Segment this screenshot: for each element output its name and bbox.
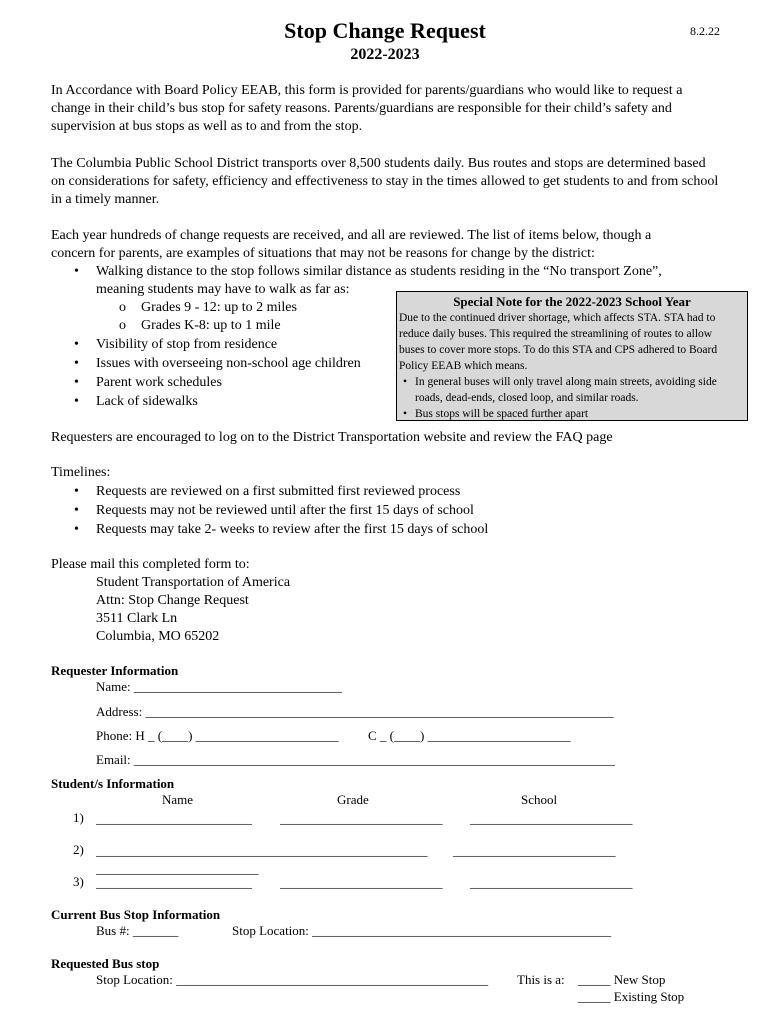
mail-address-line4: Columbia, MO 65202 xyxy=(96,629,220,644)
bus-number-field[interactable]: Bus #: _______ xyxy=(96,923,179,938)
timeline-item: • Requests are reviewed on a first submitted first reviewed process xyxy=(96,483,460,501)
timeline-item: • Requests may take 2- weeks to review after the first 15 days of school xyxy=(96,521,488,539)
student-row-number: 1) xyxy=(73,810,84,825)
student-name-field[interactable]: ___________________________________________________ xyxy=(96,843,428,858)
requester-cell-phone-field[interactable]: C _ (____) ______________________ xyxy=(368,728,571,743)
special-note-line3: buses to cover more stops. To do this STA and CPS adhered to Board xyxy=(399,344,718,356)
special-note-bullet1: • In general buses will only travel along main streets, avoiding side xyxy=(397,374,747,390)
requester-info-heading: Requester Information xyxy=(51,663,179,678)
intro-paragraph-3-line2: concern for parents, are examples of situations that may not be reasons for change by the district: xyxy=(51,246,595,261)
student-col-name: Name xyxy=(162,792,194,807)
timeline-item: • Requests may not be reviewed until after the first 15 days of school xyxy=(96,502,474,520)
requester-home-phone-field[interactable]: Phone: H _ (____) ______________________ xyxy=(96,728,339,743)
mail-address-line1: Student Transportation of America xyxy=(96,575,291,590)
student-grade-field[interactable]: _________________________ xyxy=(280,811,443,826)
current-stop-location-field[interactable]: Stop Location: ______________________________________________ xyxy=(232,923,612,938)
intro-paragraph-2: The Columbia Public School District transports over 8,500 students daily. Bus routes and stops are determined based on considerations for safety, efficiency and effectiveness to stay in the times allowed to get students to and from school in a timely manner. xyxy=(51,156,719,207)
reason-overseeing: • Issues with overseeing non-school age children xyxy=(96,355,361,373)
student-school-field[interactable]: _________________________ xyxy=(470,875,633,890)
stop-type-label: This is a: xyxy=(517,972,565,987)
requested-stop-location-field[interactable]: Stop Location: ________________________________________________ xyxy=(96,972,489,987)
existing-stop-option[interactable]: _____ Existing Stop xyxy=(578,989,685,1004)
student-field-continued[interactable]: _________________________ xyxy=(96,861,259,876)
timelines-heading: Timelines: xyxy=(51,465,111,480)
student-row-number: 2) xyxy=(73,842,84,857)
student-school-field[interactable]: _________________________ xyxy=(470,811,633,826)
special-note-line4: Policy EEAB which means. xyxy=(399,360,528,372)
requester-name-field[interactable]: Name: ________________________________ xyxy=(96,679,342,694)
requested-stop-heading: Requested Bus stop xyxy=(51,956,160,971)
special-note-heading: Special Note for the 2022-2023 School Year xyxy=(453,294,691,309)
requester-address-field[interactable]: Address: ________________________________________________________________________ xyxy=(96,704,614,719)
special-note-box xyxy=(396,291,748,421)
reason-sidewalks: • Lack of sidewalks xyxy=(96,393,198,411)
school-year: 2022-2023 xyxy=(350,46,420,63)
reason-grades-k-8: o Grades K-8: up to 1 mile xyxy=(141,317,281,335)
student-col-school: School xyxy=(521,792,558,807)
student-col-grade: Grade xyxy=(337,792,369,807)
version-date: 8.2.22 xyxy=(690,24,720,38)
student-name-field[interactable]: ________________________ xyxy=(96,875,252,890)
current-stop-heading: Current Bus Stop Information xyxy=(51,907,221,922)
reason-walking-distance-cont: meaning students may have to walk as far as: xyxy=(96,282,350,297)
intro-paragraph-3-line1: Each year hundreds of change requests are received, and all are reviewed. The list of items below, though a xyxy=(51,228,652,243)
website-note: Requesters are encouraged to log on to the District Transportation website and review the FAQ page xyxy=(51,430,613,445)
reason-walking-distance: • Walking distance to the stop follows similar distance as students residing in the “No transport Zone”, xyxy=(96,263,662,281)
student-grade-field[interactable]: _________________________ xyxy=(280,875,443,890)
reason-visibility: • Visibility of stop from residence xyxy=(96,336,277,354)
reason-grades-9-12: o Grades 9 - 12: up to 2 miles xyxy=(141,299,297,317)
student-row-number: 3) xyxy=(73,874,84,889)
reason-work-schedules: • Parent work schedules xyxy=(96,374,222,392)
special-note-bullet1-cont: roads, dead-ends, closed loop, and similar roads. xyxy=(415,392,639,404)
student-name-field[interactable]: ________________________ xyxy=(96,811,252,826)
requester-email-field[interactable]: Email: __________________________________________________________________________ xyxy=(96,752,615,767)
intro-paragraph-1: In Accordance with Board Policy EEAB, this form is provided for parents/guardians who would like to request a change in their child’s bus stop for safety reasons. Parents/guardians are responsible for their child’s safety and supervision at bus stops as well as to and from the stop. xyxy=(51,83,683,134)
mail-address-line3: 3511 Clark Ln xyxy=(96,611,178,626)
special-note-line1: Due to the continued driver shortage, which affects STA. STA had to xyxy=(399,312,716,324)
new-stop-option[interactable]: _____ New Stop xyxy=(578,972,666,987)
student-school-field[interactable]: _________________________ xyxy=(453,843,616,858)
mail-intro: Please mail this completed form to: xyxy=(51,557,250,572)
student-info-heading: Student/s Information xyxy=(51,776,175,791)
special-note-line2: reduce daily buses. This required the streamlining of routes to allow xyxy=(399,328,713,340)
page-title: Stop Change Request xyxy=(284,18,486,43)
mail-address-line2: Attn: Stop Change Request xyxy=(96,593,249,608)
special-note-bullet2: • Bus stops will be spaced further apart xyxy=(397,406,747,422)
